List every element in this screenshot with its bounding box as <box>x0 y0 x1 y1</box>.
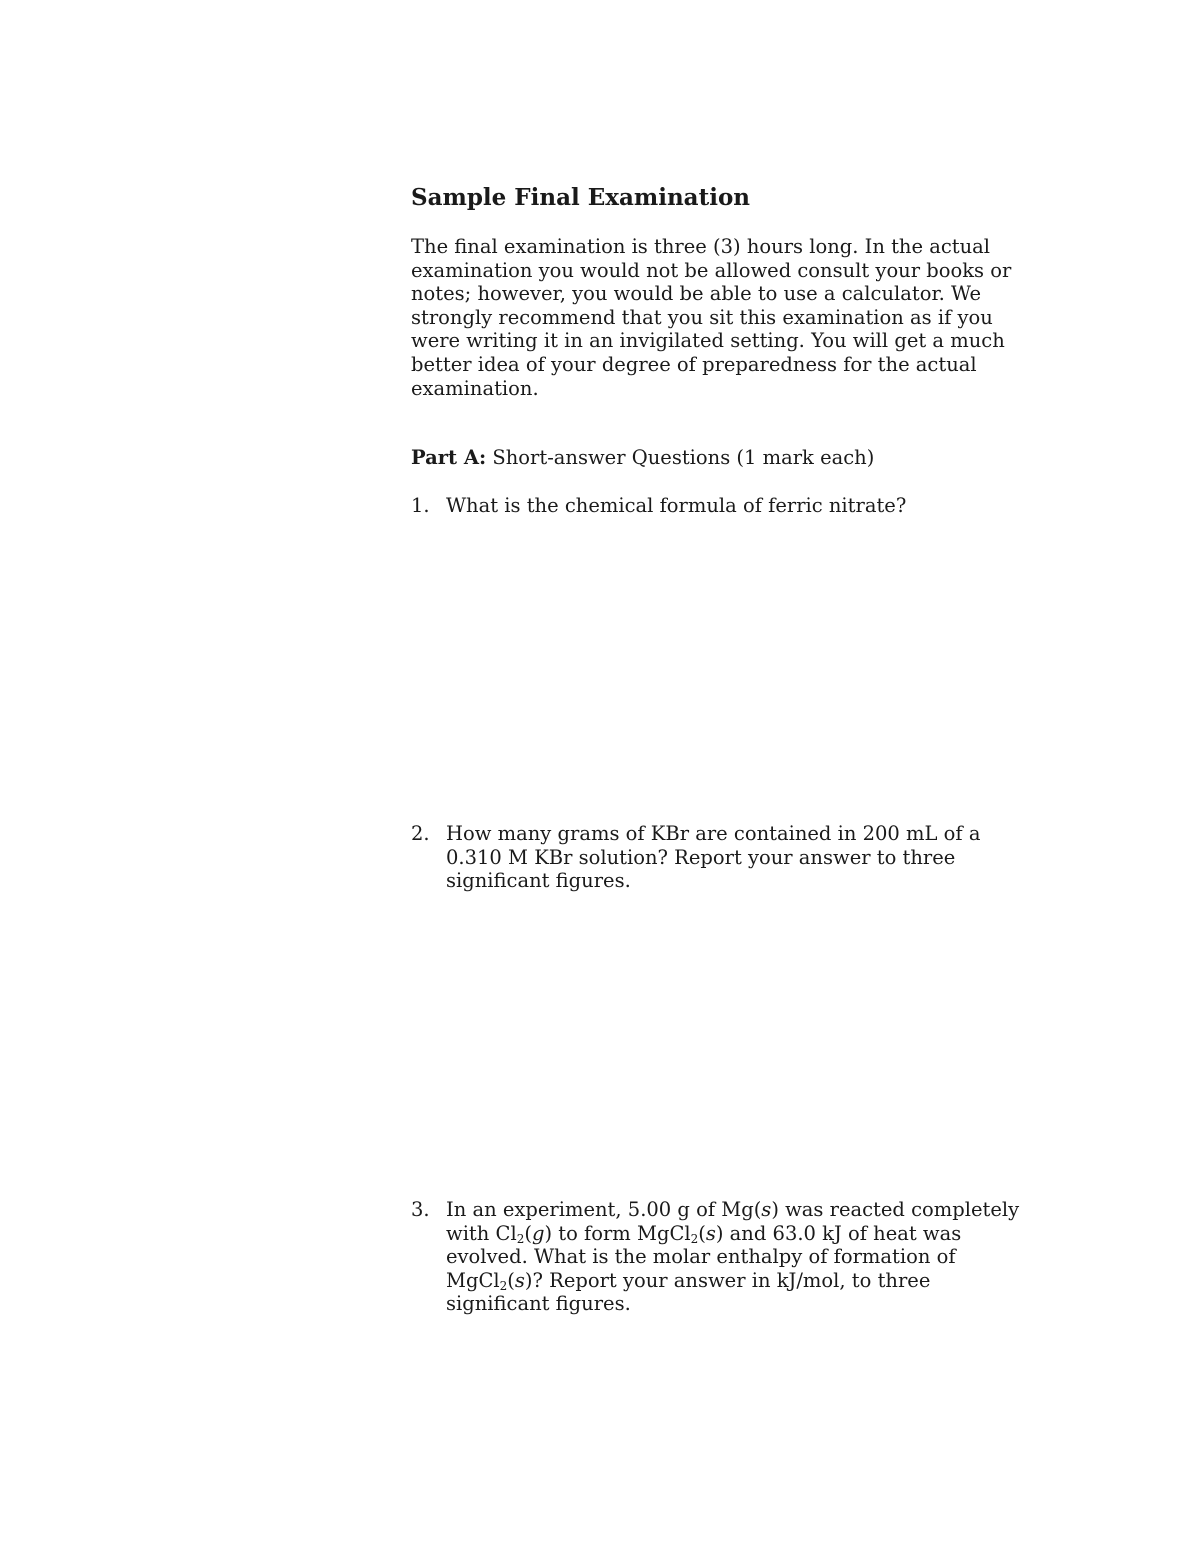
question-line: How many grams of KBr are contained in 200 mL of a <box>446 822 981 845</box>
question-text <box>446 822 1066 893</box>
question-text <box>446 494 1066 518</box>
intro-line: The final examination is three (3) hours long. In the actual <box>411 235 991 258</box>
subscript: 2 <box>499 1278 508 1293</box>
state-symbol: s <box>514 1268 525 1292</box>
intro-line: examination you would not be allowed consult your books or <box>411 258 1012 282</box>
question-number: 3. <box>411 1198 430 1221</box>
question-line: What is the chemical formula of ferric nitrate? <box>446 494 907 517</box>
question-line: significant figures. <box>446 1292 631 1316</box>
part-a-heading <box>411 446 874 470</box>
intro-paragraph <box>411 235 1051 400</box>
intro-line: were writing it in an invigilated setting. You will get a much <box>411 329 1005 353</box>
state-symbol: g <box>531 1221 545 1245</box>
intro-line: notes; however, you would be able to use a calculator. We <box>411 282 982 306</box>
intro-line: better idea of your degree of preparedness for the actual <box>411 352 977 376</box>
subscript: 2 <box>690 1231 699 1246</box>
question-line: In an experiment, 5.00 g of Mg(s) was reacted completely <box>446 1198 1020 1221</box>
subscript: 2 <box>516 1231 525 1246</box>
question-line: with $Cl_2(g)$ to form MgCl$_2$(s) and 63.0 kJ of heat was <box>446 1221 962 1246</box>
question-text <box>446 1198 1066 1316</box>
question-number: 1. <box>411 494 430 517</box>
part-a-label: Part A: <box>411 446 487 469</box>
intro-line: examination. <box>411 376 539 400</box>
page-title: Sample Final Examination <box>411 184 751 211</box>
state-symbol: s <box>705 1221 716 1245</box>
part-a-description: Short-answer Questions (1 mark each) <box>492 446 875 469</box>
intro-line: strongly recommend that you sit this examination as if you <box>411 305 993 329</box>
question-number: 2. <box>411 822 430 845</box>
question-line: 0.310 M KBr solution? Report your answer to three <box>446 845 956 869</box>
question-line: MgCl$_2$(s)? Report your answer in kJ/mol, to three <box>446 1268 931 1293</box>
question-line: evolved. What is the molar enthalpy of formation of <box>446 1245 956 1269</box>
question-line: significant figures. <box>446 869 631 893</box>
state-symbol: s <box>761 1198 772 1221</box>
